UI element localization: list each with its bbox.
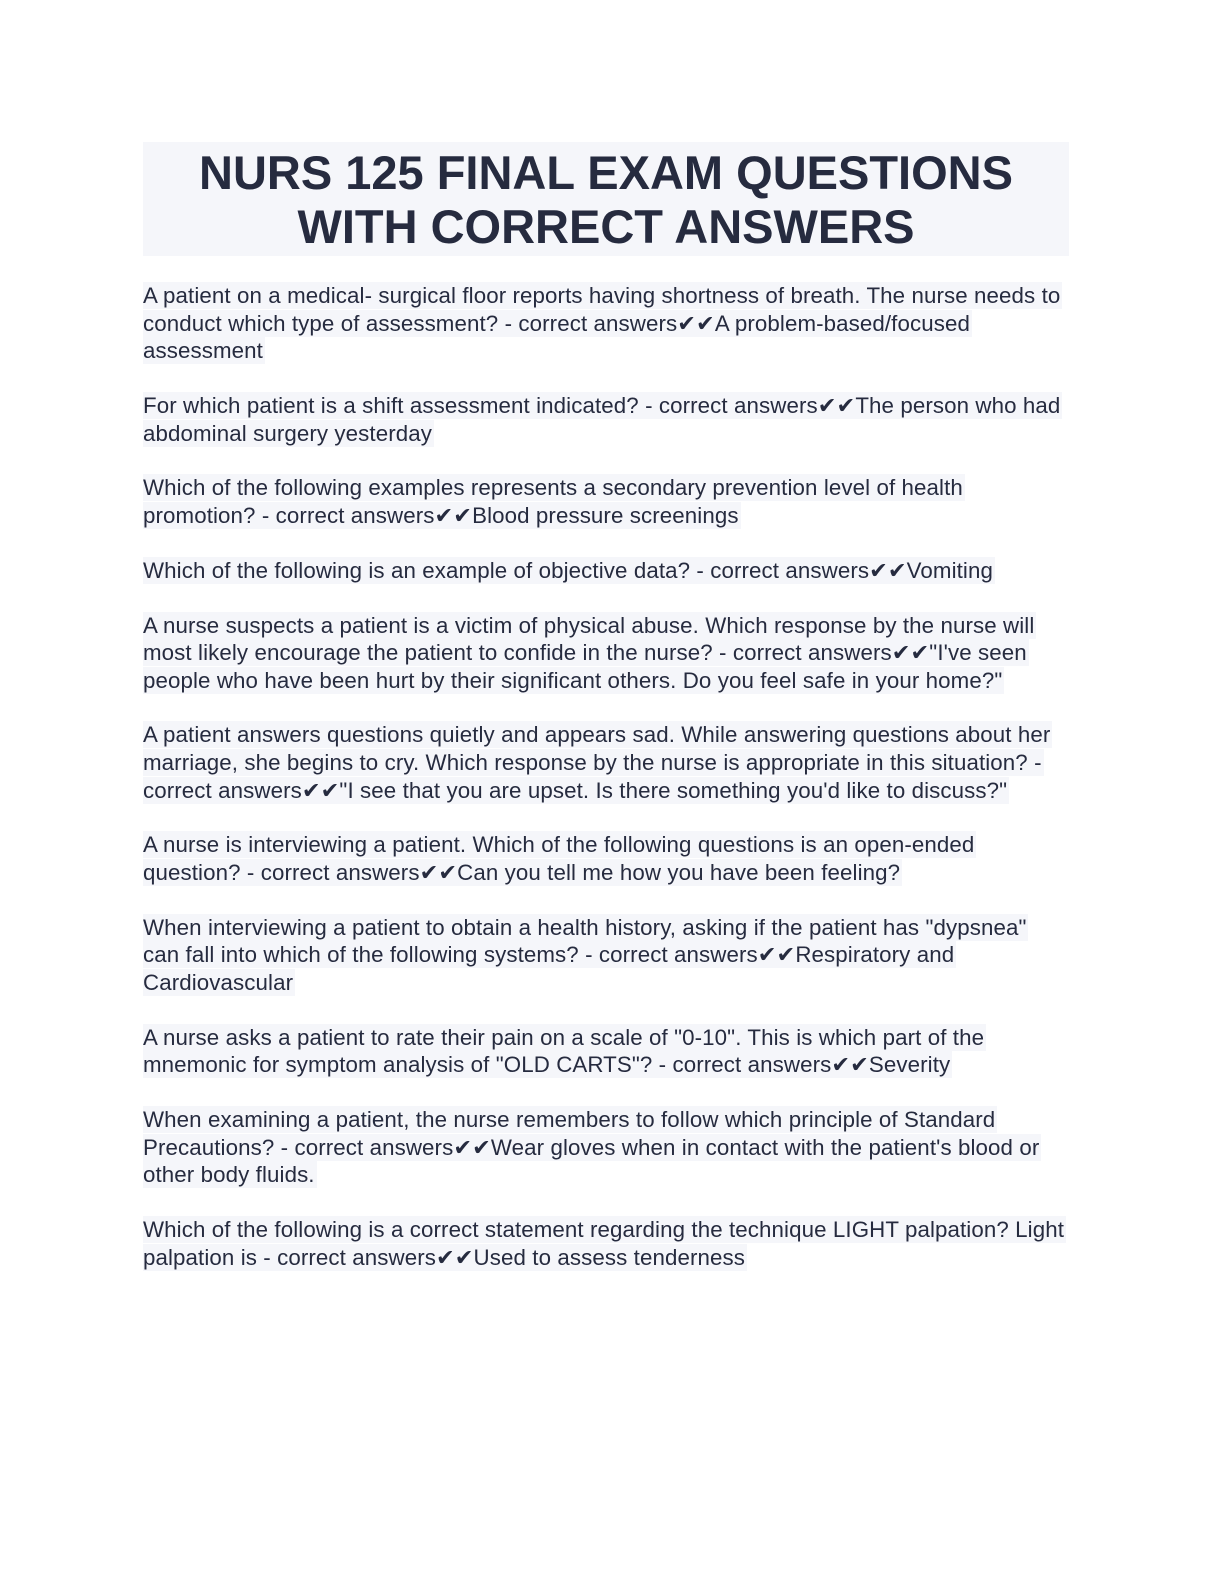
qa-item-text: For which patient is a shift assessment indicated? - correct answers✔✔The person who had abdominal surgery yesterday (143, 392, 1061, 446)
qa-item-text: Which of the following is a correct statement regarding the technique LIGHT palpation? Light palpation is - correct answers✔✔Used to assess tenderness (143, 1217, 1064, 1270)
qa-item-text: A nurse is interviewing a patient. Which of the following questions is an open-ended question? - correct answers✔✔Can you tell me how you have been feeling? (143, 832, 975, 886)
document-title (143, 146, 1069, 254)
qa-item-2 (143, 392, 1069, 447)
qa-item-text: Which of the following is an example of objective data? - correct answers✔✔Vomiting (143, 557, 993, 583)
qa-item-text: When examining a patient, the nurse remembers to follow which principle of Standard Precautions? - correct answers✔✔Wear gloves when in contact with the patient's blood or other body fluids. (143, 1107, 1040, 1188)
qa-item-10 (143, 1106, 1069, 1189)
title-line-1: NURS 125 FINAL EXAM QUESTIONS (199, 146, 1013, 199)
qa-item-7 (143, 831, 1069, 886)
qa-item-6 (143, 721, 1069, 804)
qa-item-9 (143, 1024, 1069, 1079)
document-page (143, 142, 1069, 1299)
qa-item-1 (143, 282, 1069, 365)
qa-item-text: Which of the following examples represents a secondary prevention level of health promotion? - correct answers✔✔Blood pressure screenings (143, 475, 963, 528)
qa-list (143, 282, 1069, 1271)
qa-item-text: A nurse suspects a patient is a victim of physical abuse. Which response by the nurse will most likely encourage the patient to confide in the nurse? - correct answers✔✔"I've seen people who have been hurt by their significant others. Do you feel safe in your home?" (143, 612, 1035, 693)
qa-item-5 (143, 612, 1069, 695)
qa-item-3 (143, 474, 1069, 529)
qa-item-11 (143, 1216, 1069, 1271)
qa-item-8 (143, 914, 1069, 997)
title-block (143, 142, 1069, 256)
title-line-2: WITH CORRECT ANSWERS (297, 200, 915, 253)
qa-item-text: A patient answers questions quietly and appears sad. While answering questions about her marriage, she begins to cry. Which response by the nurse is appropriate in this situation? - correct answers✔✔"I see that you are upset. Is there something you'd like to discuss?" (143, 722, 1051, 803)
qa-item-text: A patient on a medical- surgical floor reports having shortness of breath. The nurse needs to conduct which type of assessment? - correct answers✔✔A problem-based/focused assessment (143, 283, 1061, 364)
qa-item-text: When interviewing a patient to obtain a health history, asking if the patient has "dypsnea" can fall into which of the following systems? - correct answers✔✔Respiratory and Cardiovascular (143, 914, 1027, 995)
qa-item-4 (143, 557, 1069, 585)
qa-item-text: A nurse asks a patient to rate their pain on a scale of "0-10". This is which part of the mnemonic for symptom analysis of "OLD CARTS"? - correct answers✔✔Severity (143, 1024, 985, 1078)
